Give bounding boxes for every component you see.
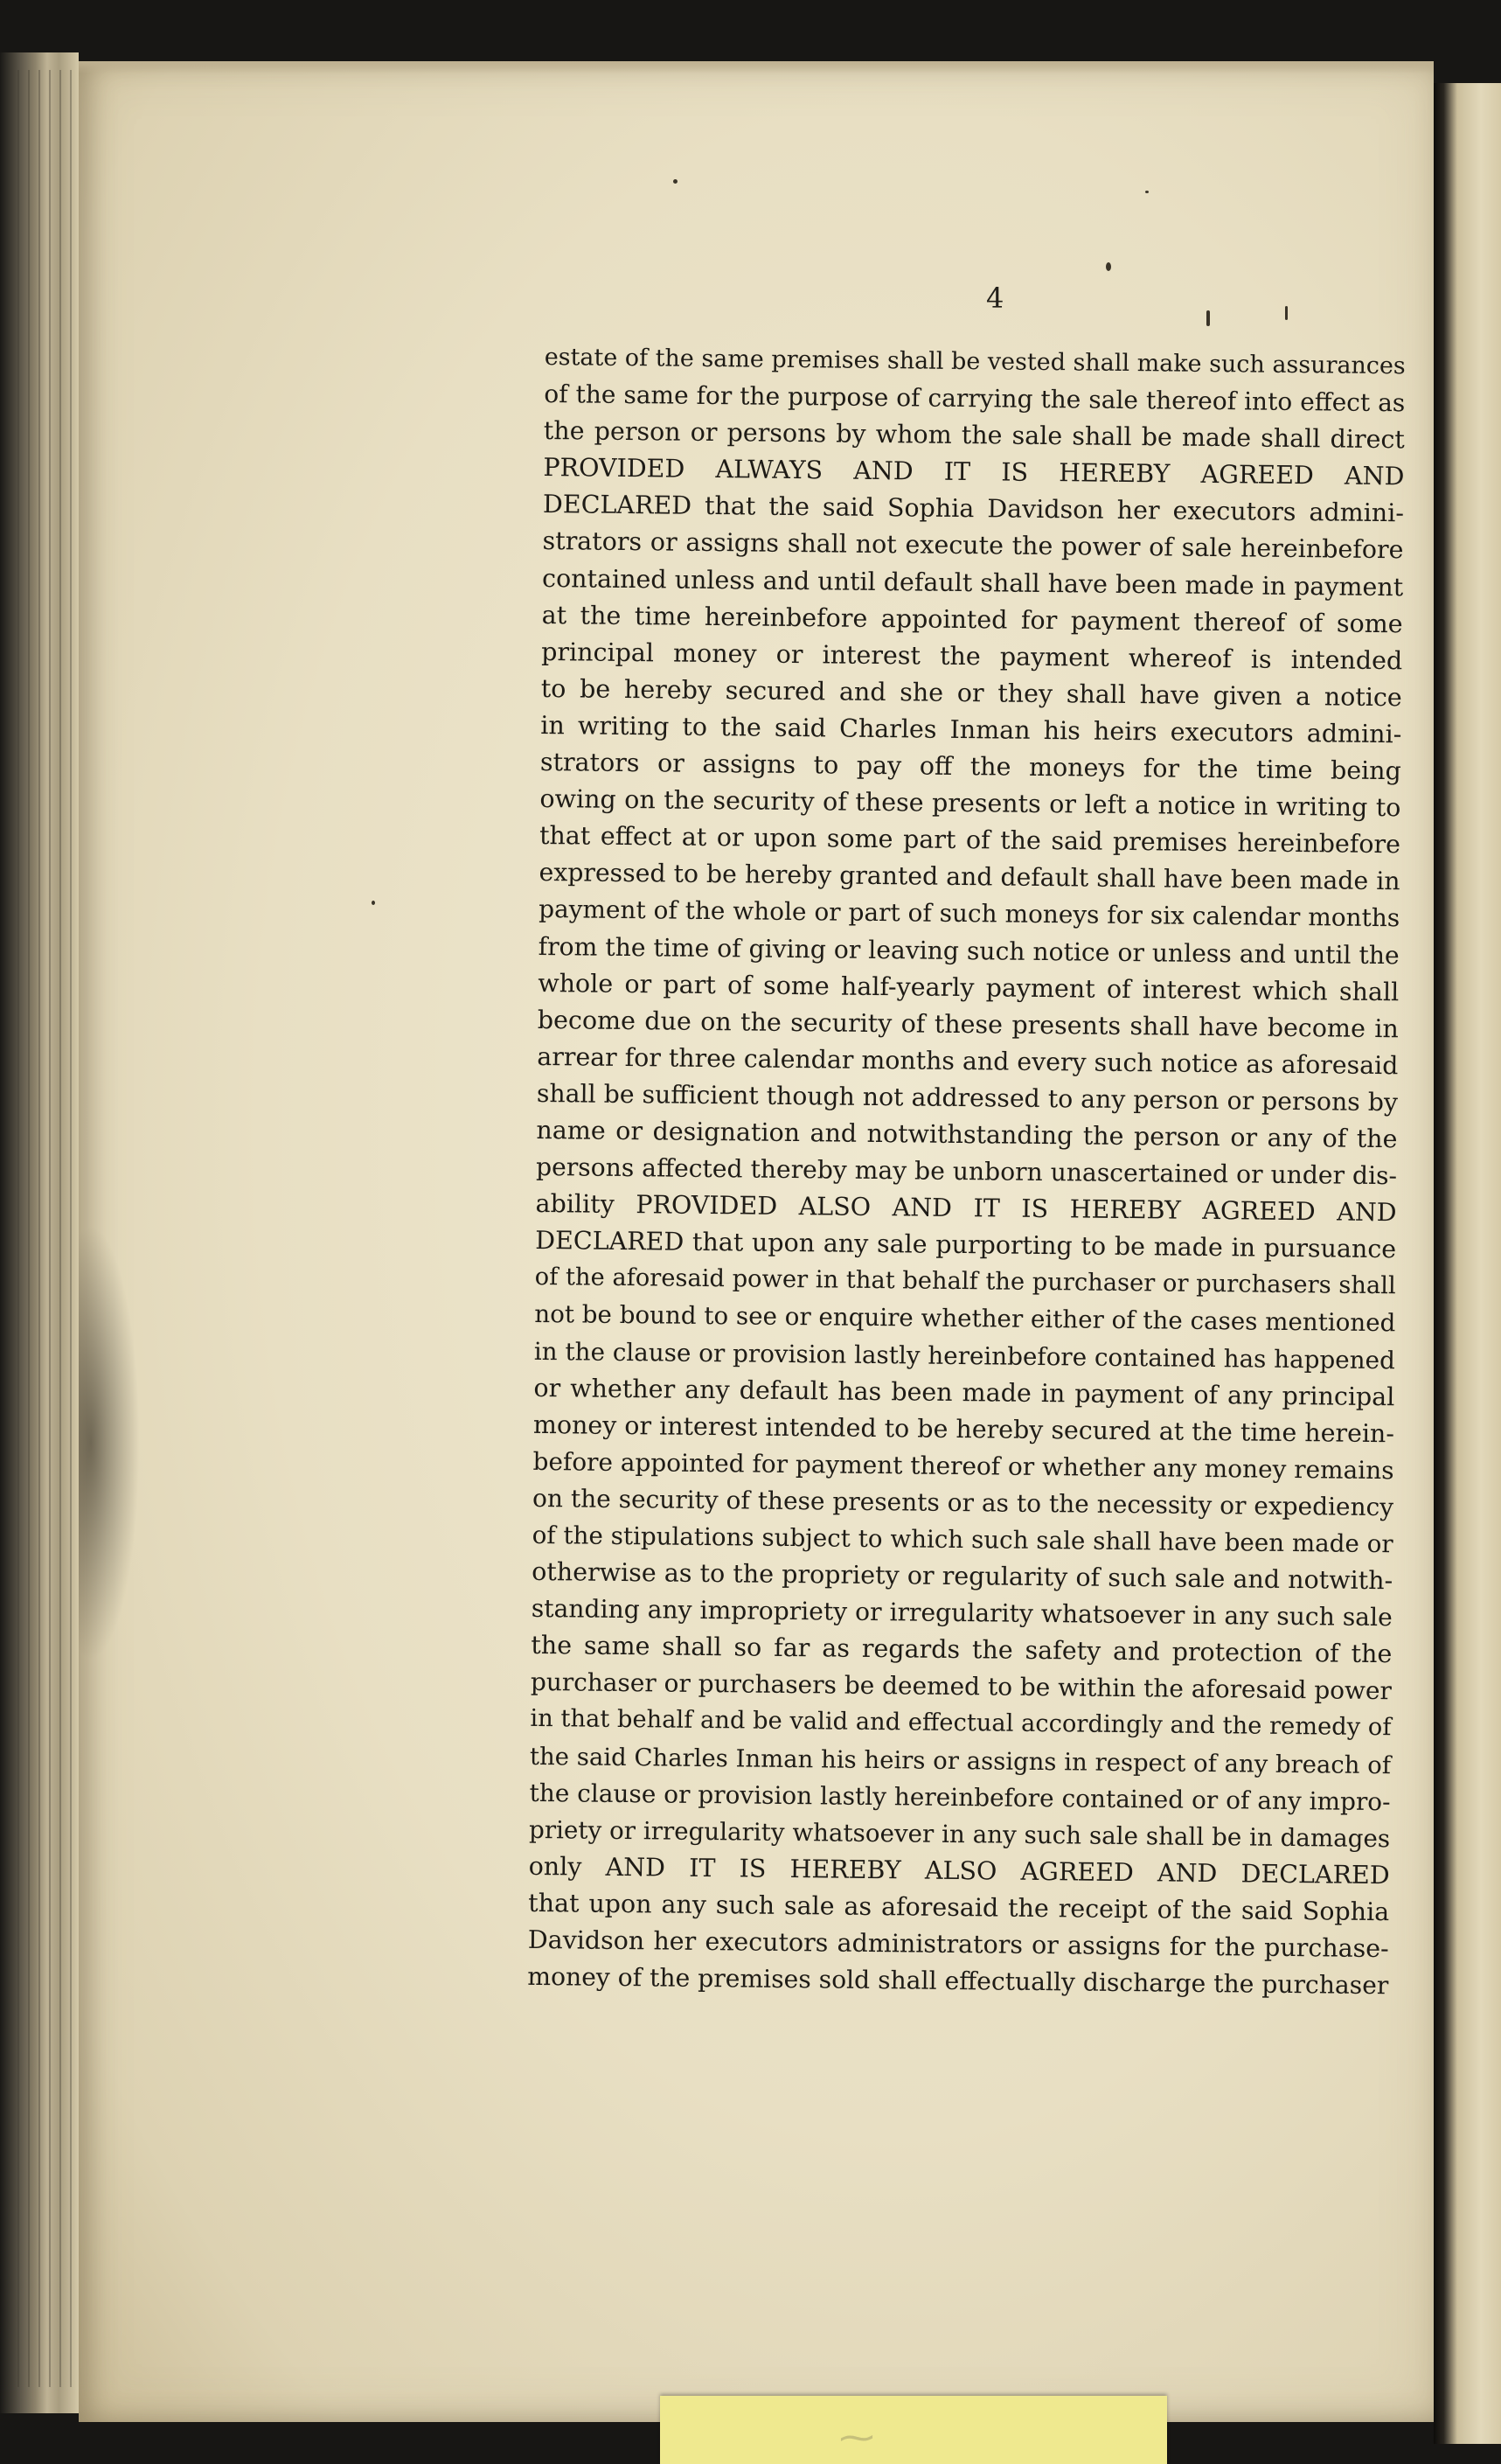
text-line: to be hereby secured and she or they shall have given a notice <box>540 673 1402 713</box>
text-line: strators or assigns shall not execute the power of sale hereinbefore <box>542 526 1404 565</box>
deed-text-block <box>527 339 1406 2004</box>
text-line: expressed to be hereby granted and default shall have been made in <box>539 858 1400 896</box>
text-line: of the stipulations subject to which such sale shall have been made or <box>532 1520 1393 1559</box>
text-line: shall be sufficient though not addressed to any person or persons by <box>536 1078 1399 1117</box>
paper-speck <box>1206 310 1210 326</box>
text-line: name or designation and notwithstanding the person or any of the <box>536 1115 1398 1154</box>
text-line: money or interest intended to be hereby secured at the time herein- <box>532 1409 1395 1448</box>
paper-speck <box>1285 306 1288 320</box>
text-line: money of the premises sold shall effectually discharge the purchaser <box>527 1962 1389 2001</box>
text-line: the same shall so far as regards the safety and protection of the <box>531 1631 1393 1669</box>
text-line: not be bound to see or enquire whether either of the cases mentioned <box>534 1299 1396 1338</box>
text-line: on the security of these presents or as to the necessity or expediency <box>532 1483 1394 1522</box>
paper-speck <box>372 901 375 905</box>
text-line: payment of the whole or part of such moneys for six calendar months <box>539 894 1400 933</box>
text-line: of the aforesaid power in that behalf the purchaser or purchasers shall <box>534 1263 1396 1300</box>
text-line: in that behalf and be valid and effectual accordingly and the remedy of <box>530 1705 1392 1742</box>
text-line: contained unless and until default shall have been made in payment <box>541 563 1404 602</box>
archive-tag <box>660 2396 1167 2464</box>
text-line: strators or assigns to pay off the moneys for the time being <box>539 748 1402 786</box>
text-line: of the same for the purpose of carrying the sale thereof into effect as <box>544 379 1406 418</box>
text-line: estate of the same premises shall be vested shall make such assurances <box>544 343 1406 380</box>
text-line: purchaser or purchasers be deemed to be within the aforesaid power <box>530 1667 1393 1706</box>
text-line: owing on the security of these presents or left a notice in writing to <box>539 784 1401 823</box>
text-line: at the time hereinbefore appointed for payment thereof of some <box>541 600 1403 638</box>
binding-stain <box>79 1224 140 1661</box>
text-line: in the clause or provision lastly hereinbefore contained has happened <box>533 1336 1396 1375</box>
text-line: standing any impropriety or irregularity whatsoever in any such sale <box>531 1594 1393 1632</box>
text-line: principal money or interest the payment whereof is intended <box>541 637 1403 676</box>
text-line: in writing to the said Charles Inman his heirs executors admini- <box>540 710 1402 749</box>
text-line: only AND IT IS HEREBY ALSO AGREED AND DECLARED <box>528 1851 1390 1890</box>
text-line: from the time of giving or leaving such notice or unless and until the <box>538 931 1400 970</box>
text-line: DECLARED that upon any sale purporting to be made in pursuance <box>535 1226 1397 1264</box>
text-line: or whether any default has been made in payment of any principal <box>533 1373 1395 1411</box>
paper-speck <box>1106 262 1111 271</box>
text-line: persons affected thereby may be unborn unascertained or under dis- <box>535 1152 1398 1191</box>
page-number: 4 <box>986 282 1004 315</box>
text-line: Davidson her executors administrators or assigns for the purchase- <box>527 1925 1389 1964</box>
text-line: priety or irregularity whatsoever in any such sale shall be in damages <box>528 1814 1391 1853</box>
text-line: that effect at or upon some part of the said premises hereinbefore <box>539 821 1401 860</box>
text-line: become due on the security of these presents shall have become in <box>537 1005 1399 1043</box>
text-line: DECLARED that the said Sophia Davidson her executors admini- <box>542 490 1405 528</box>
page-top-edge <box>79 61 1434 73</box>
paper-speck <box>1145 191 1149 193</box>
text-line: ability PROVIDED ALSO AND IT IS HEREBY AGREED AND <box>535 1189 1397 1228</box>
text-line: otherwise as to the propriety or regularity of such sale and notwith- <box>532 1557 1393 1596</box>
text-line: that upon any such sale as aforesaid the receipt of the said Sophia <box>528 1888 1390 1927</box>
tag-pencil-mark-icon: ⁓ <box>839 2418 874 2458</box>
text-line: the person or persons by whom the sale shall be made shall direct <box>543 416 1406 455</box>
adjacent-page-edge <box>1434 83 1501 2444</box>
text-line: the clause or provision lastly hereinbefore contained or of any impro- <box>529 1778 1391 1816</box>
text-line: arrear for three calendar months and every such notice as aforesaid <box>537 1041 1399 1081</box>
text-line: whole or part of some half-yearly payment of interest which shall <box>538 968 1400 1006</box>
text-line: before appointed for payment thereof or whether any money remains <box>532 1446 1394 1486</box>
text-line: the said Charles Inman his heirs or assigns in respect of any breach of <box>529 1742 1392 1779</box>
page-edges-stack <box>17 70 79 2387</box>
text-line: PROVIDED ALWAYS AND IT IS HEREBY AGREED AND <box>543 453 1405 491</box>
paper-speck <box>673 179 678 184</box>
